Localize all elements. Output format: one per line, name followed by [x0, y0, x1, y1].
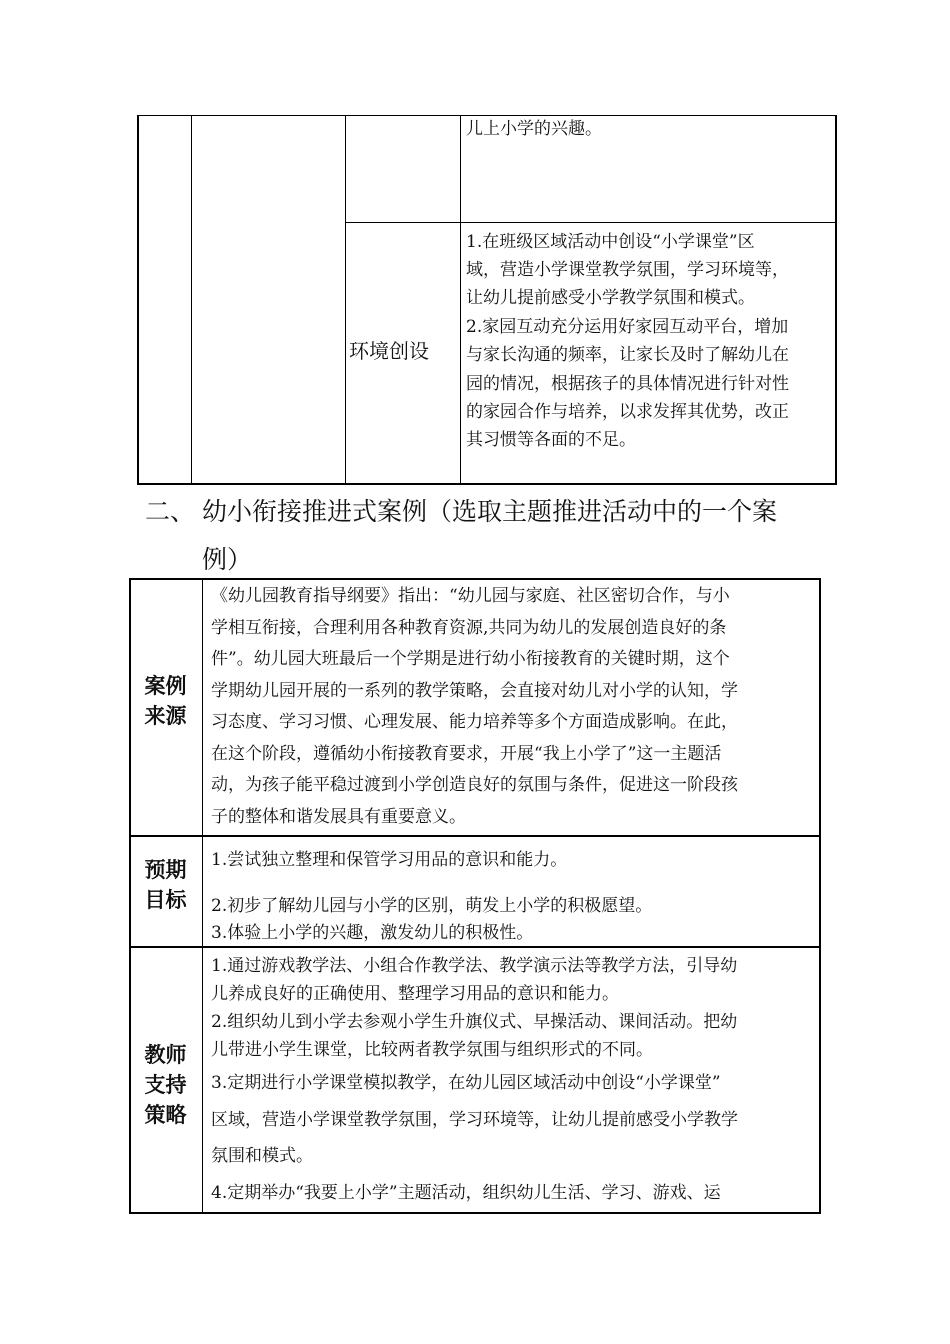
- table-border-top: [129, 578, 821, 580]
- paragraph-line: 3.定期进行小学课堂模拟教学，在幼儿园区域活动中创设“小学课堂”: [211, 1073, 721, 1093]
- goal-item: 1.尝试独立整理和保管学习用品的意识和能力。: [211, 850, 568, 870]
- table-row-divider: [129, 835, 821, 837]
- paragraph-line: 氛围和模式。: [211, 1146, 313, 1166]
- paragraph-line: 儿带进小学生课堂，比较两者教学氛围与组织形式的不同。: [211, 1040, 653, 1060]
- paragraph-line: 区域，营造小学课堂教学氛围，学习环境等，让幼儿提前感受小学教学: [211, 1109, 738, 1130]
- table-border-bottom: [137, 483, 837, 485]
- paragraph-line: 4.定期举办“我要上小学”主题活动，组织幼儿生活、学习、游戏、运: [211, 1182, 721, 1203]
- table-column-divider: [202, 578, 203, 1214]
- strategy-paragraph: [211, 1065, 816, 1211]
- environment-line: 园的情况，根据孩子的具体情况进行针对性: [466, 374, 789, 394]
- paragraph-line: 学期幼儿园开展的一系列的教学策略，会直接对幼儿对小学的认知，学: [211, 680, 738, 701]
- paragraph-line: 2.组织幼儿到小学去参观小学生升旗仪式、早操活动、课间活动。把幼: [211, 1012, 738, 1032]
- label-line: 教师: [144, 1043, 187, 1067]
- section-title-line: 幼小衔接推进式案例（选取主题推进活动中的一个案: [202, 497, 778, 526]
- table-row-divider: [345, 222, 837, 223]
- table-border-right: [819, 578, 821, 1214]
- environment-line: 与家长沟通的频率，让家长及时了解幼儿在: [466, 345, 789, 365]
- section-number: 二、: [145, 497, 196, 526]
- row-label-goals: [129, 855, 202, 915]
- strategy-paragraph: [211, 952, 816, 1064]
- table-divider: [345, 115, 346, 485]
- environment-line: 的家园合作与培养，以求发挥其优势，改正: [466, 402, 789, 422]
- goal-item: 3.体验上小学的兴趣，激发幼儿的积极性。: [211, 923, 534, 943]
- label-line: 策略: [144, 1103, 187, 1127]
- source-paragraph: [211, 581, 816, 833]
- paragraph-line: 在这个阶段，遵循幼小衔接教育要求，开展“我上小学了”这一主题活: [211, 743, 722, 764]
- case-table: [129, 578, 821, 1214]
- table-border-bottom: [129, 1212, 821, 1214]
- table-divider: [191, 115, 192, 485]
- environment-line: 2.家园互动充分运用好家园互动平台，增加: [466, 317, 789, 337]
- label-line: 支持: [144, 1073, 187, 1097]
- label-line: 案例: [144, 674, 187, 698]
- goal-item: 2.初步了解幼儿园与小学的区别，萌发上小学的积极愿望。: [211, 896, 653, 916]
- paragraph-line: 动，为孩子能平稳过渡到小学创造良好的氛围与条件，促进这一阶段孩: [211, 775, 738, 795]
- table-divider: [460, 115, 461, 485]
- environment-line: 其习惯等各面的不足。: [466, 430, 636, 450]
- label-line: 目标: [144, 888, 187, 912]
- row-label-strategy: [129, 1040, 202, 1130]
- label-line: 来源: [144, 704, 187, 728]
- paragraph-line: 1.通过游戏教学法、小组合作教学法、教学演示法等教学方法，引导幼: [211, 956, 738, 976]
- paragraph-line: 习态度、学习习惯、心理发展、能力培养等多个方面造成影响。在此，: [211, 712, 738, 732]
- environment-line: 域，营造小学课堂教学氛围，学习环境等，: [466, 260, 789, 280]
- paragraph-line: 学相互衔接，合理利用各种教育资源,共同为幼儿的发展创造良好的条: [211, 617, 727, 638]
- table-border-right: [835, 115, 837, 485]
- paragraph-line: 儿养成良好的正确使用、整理学习用品的意识和能力。: [211, 984, 619, 1004]
- environment-line: 让幼儿提前感受小学教学氛围和模式。: [466, 288, 755, 308]
- label-line: 预期: [144, 858, 187, 882]
- row-text: 儿上小学的兴趣。: [466, 119, 602, 139]
- table-border-left: [137, 115, 139, 485]
- section-title-line: 例）: [202, 545, 253, 574]
- environment-line: 1.在班级区域活动中创设“小学课堂”区: [466, 232, 755, 252]
- row-label-environment: 环境创设: [349, 339, 429, 363]
- continuation-table: [137, 115, 837, 485]
- paragraph-line: 《幼儿园教育指导纲要》指出：“幼儿园与家庭、社区密切合作，与小: [211, 586, 730, 606]
- row-label-source: [129, 671, 202, 731]
- paragraph-line: 件”。幼儿园大班最后一个学期是进行幼小衔接教育的关键时期，这个: [211, 649, 730, 669]
- section-title: [202, 488, 842, 584]
- paragraph-line: 子的整体和谐发展具有重要意义。: [211, 806, 466, 827]
